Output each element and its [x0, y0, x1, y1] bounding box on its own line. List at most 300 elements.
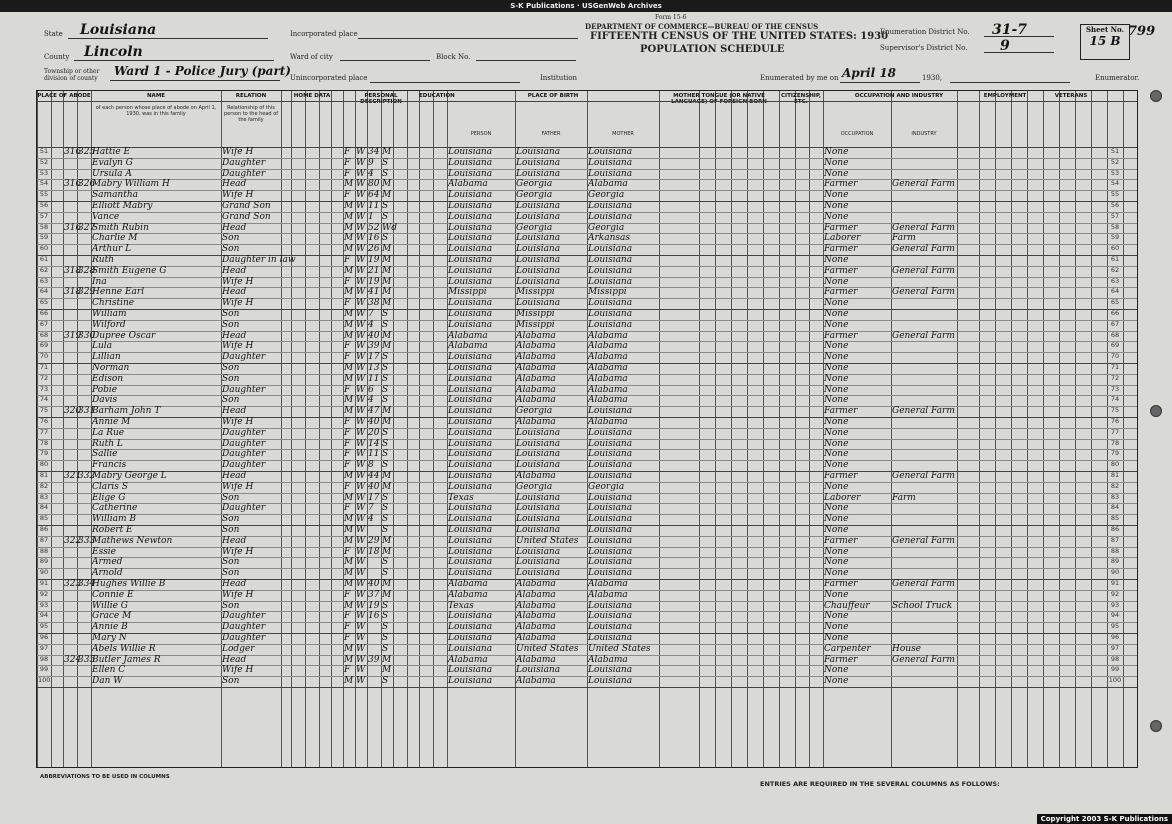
column-group-header: VETERANS — [1054, 93, 1088, 99]
cell-race: W — [356, 330, 366, 341]
cell-mbp: Louisiana — [588, 514, 633, 525]
cell-line-number: 91 — [1110, 579, 1120, 587]
table-row — [37, 287, 1137, 298]
cell-fbp: Alabama — [516, 611, 556, 622]
cell-mbp: Louisiana — [588, 568, 633, 579]
cell-fbp: Louisiana — [516, 157, 561, 168]
cell-age: 40 — [368, 417, 380, 427]
table-row — [37, 557, 1137, 568]
cell-ms: M — [382, 190, 392, 201]
cell-sex: F — [344, 460, 351, 471]
cell-bp: Louisiana — [448, 319, 493, 330]
cell-ln: 66 — [39, 309, 49, 317]
cell-name: Pobie — [92, 384, 118, 395]
table-row — [37, 460, 1137, 471]
cell-race: W — [356, 384, 366, 395]
cell-ln: 71 — [39, 363, 49, 371]
cell-ms: S — [382, 633, 389, 643]
cell-ln: 62 — [39, 265, 49, 274]
cell-name: Claris S — [92, 481, 128, 492]
cell-ms: S — [382, 492, 389, 503]
cell-sex: F — [344, 147, 351, 157]
cell-occ: None — [824, 546, 849, 557]
cell-occ: None — [824, 168, 849, 179]
cell-rel: Son — [222, 373, 240, 384]
cell-age: 37 — [368, 589, 380, 600]
cell-bp: Louisiana — [448, 352, 493, 363]
cell-ind — [892, 503, 956, 514]
cell-sex: M — [344, 287, 354, 298]
cell-ln: 67 — [39, 319, 49, 328]
cell-sex: F — [344, 384, 351, 395]
cell-sex: F — [344, 449, 351, 460]
cell-age: 17 — [368, 492, 380, 503]
cell-dw: 318 — [64, 265, 82, 276]
cell-ind — [892, 676, 956, 687]
cell-line-number: 81 — [1110, 471, 1120, 479]
cell-line-number: 65 — [1110, 298, 1120, 307]
supervisor-district-value: 9 — [1000, 38, 1010, 54]
cell-ln: 99 — [39, 665, 49, 674]
cell-ms: S — [382, 384, 389, 395]
cell-bp: Louisiana — [448, 190, 493, 201]
cell-ind: Farm — [892, 233, 916, 244]
township-label: Township or other division of county — [44, 68, 100, 82]
cell-occ: None — [824, 157, 849, 168]
cell-ind — [892, 428, 956, 439]
cell-rel: Daughter — [222, 352, 266, 363]
cell-ms: S — [382, 395, 389, 406]
cell-name: Connie E — [92, 589, 134, 600]
cell-mbp: Alabama — [588, 654, 628, 665]
cell-bp: Louisiana — [448, 568, 493, 579]
cell-ln: 56 — [39, 201, 49, 209]
cell-occ: None — [824, 481, 849, 492]
cell-ind — [892, 395, 956, 406]
cell-fbp: Louisiana — [516, 233, 561, 244]
cell-ln: 91 — [39, 579, 49, 587]
cell-ind: General Farm — [892, 287, 955, 298]
cell-ms: S — [382, 319, 389, 330]
cell-mbp: Louisiana — [588, 503, 633, 514]
cell-ms: M — [382, 341, 392, 352]
cell-age: 4 — [368, 319, 374, 330]
cell-mbp: Louisiana — [588, 525, 633, 535]
cell-rel: Son — [222, 557, 240, 568]
cell-age: 7 — [368, 309, 374, 319]
cell-fam — [78, 460, 90, 471]
cell-ind — [892, 147, 956, 158]
cell-ln: 93 — [39, 600, 49, 609]
cell-sex: M — [344, 471, 354, 481]
cell-ms: S — [382, 309, 389, 319]
cell-fam — [78, 417, 90, 428]
cell-age: 16 — [368, 611, 380, 622]
table-row — [37, 665, 1137, 676]
cell-ind: House — [892, 643, 922, 654]
cell-ln: 57 — [39, 211, 49, 220]
cell-dw — [64, 460, 76, 471]
cell-dw — [64, 557, 76, 568]
cell-ms: M — [382, 276, 392, 287]
table-row — [37, 158, 1137, 169]
cell-ms: M — [382, 147, 392, 157]
cell-fam — [78, 622, 90, 633]
cell-occ: None — [824, 622, 849, 633]
township-value: Ward 1 - Police Jury (part) — [114, 64, 291, 78]
cell-dw — [64, 417, 76, 428]
cell-dw — [64, 676, 76, 687]
cell-fbp: Louisiana — [516, 492, 561, 503]
cell-ind — [892, 557, 956, 568]
cell-bp: Louisiana — [448, 676, 493, 687]
table-row — [37, 579, 1137, 590]
cell-fbp: Alabama — [516, 589, 556, 600]
cell-ln: 58 — [39, 222, 49, 231]
cell-fam: 329 — [78, 287, 96, 298]
cell-line-number: 71 — [1110, 363, 1120, 371]
institution-label: Institution — [540, 74, 578, 82]
cell-ln: 65 — [39, 298, 49, 307]
cell-dw — [64, 493, 76, 504]
cell-occ: Farmer — [824, 179, 858, 190]
cell-dw — [64, 622, 76, 633]
cell-bp: Louisiana — [448, 611, 493, 622]
cell-fam — [78, 169, 90, 180]
cell-rel: Head — [222, 222, 247, 233]
cell-name: Robert E — [92, 525, 133, 535]
cell-dw — [64, 439, 76, 450]
cell-line-number: 55 — [1110, 190, 1120, 199]
cell-dw — [64, 395, 76, 406]
table-row — [37, 298, 1137, 309]
cell-fam: 335 — [78, 654, 96, 665]
population-table — [36, 90, 1138, 768]
cell-occ: None — [824, 147, 849, 157]
cell-rel: Wife H — [222, 298, 254, 309]
cell-fam — [78, 201, 90, 212]
cell-rel: Wife H — [222, 341, 254, 352]
cell-dw — [64, 601, 76, 612]
cell-ms: S — [382, 211, 389, 222]
cell-bp: Louisiana — [448, 309, 493, 319]
column-header-industry: INDUSTRY — [911, 131, 937, 137]
table-row — [37, 622, 1137, 633]
table-row — [37, 179, 1137, 190]
punch-hole-icon — [1150, 405, 1162, 417]
table-row — [37, 212, 1137, 223]
cell-occ: Carpenter — [824, 643, 871, 654]
cell-fbp: Georgia — [516, 179, 553, 190]
cell-race: W — [356, 600, 366, 611]
cell-dw — [64, 158, 76, 169]
cell-fam: 330 — [78, 330, 96, 341]
cell-dw — [64, 309, 76, 320]
cell-ln: 87 — [39, 535, 49, 544]
cell-bp: Louisiana — [448, 471, 493, 481]
cell-race: W — [356, 222, 366, 233]
cell-dw: 316 — [64, 222, 82, 233]
column-group-header: EMPLOYMENT — [983, 93, 1027, 99]
cell-fbp: Alabama — [516, 330, 556, 341]
cell-name: Willie G — [92, 600, 128, 611]
cell-dw — [64, 233, 76, 244]
cell-mbp: Louisiana — [588, 611, 633, 622]
cell-sex: F — [344, 633, 351, 643]
table-row — [37, 244, 1137, 255]
column-group-header: RELATION — [235, 93, 267, 99]
cell-ind — [892, 417, 956, 428]
cell-sex: F — [344, 589, 351, 600]
column-group-header: MOTHER TONGUE (OR NATIVE LANGUAGE) OF FOREIGN BORN — [671, 93, 767, 105]
cell-line-number: 85 — [1110, 514, 1120, 523]
cell-sex: F — [344, 168, 351, 179]
cell-dw: 316 — [64, 147, 82, 157]
cell-name: Wilford — [92, 319, 126, 330]
cell-ms: S — [382, 676, 389, 687]
cell-occ: None — [824, 568, 849, 579]
cell-line-number: 69 — [1110, 341, 1120, 350]
cell-fam — [78, 644, 90, 655]
cell-fbp: Alabama — [516, 622, 556, 633]
cell-bp: Louisiana — [448, 546, 493, 557]
cell-age: 1 — [368, 211, 374, 222]
punch-hole-icon — [1150, 720, 1162, 732]
cell-line-number: 54 — [1110, 179, 1120, 188]
cell-line-number: 82 — [1110, 481, 1120, 490]
cell-bp: Louisiana — [448, 201, 493, 211]
cell-bp: Alabama — [448, 579, 488, 589]
cell-ms: S — [382, 233, 389, 244]
cell-ind — [892, 439, 956, 450]
table-row — [37, 266, 1137, 277]
cell-dw — [64, 482, 76, 493]
block-label: Block No. — [436, 53, 471, 61]
column-header-birth-person: PERSON — [470, 131, 492, 137]
cell-fbp: Alabama — [516, 471, 556, 481]
cell-age: 7 — [368, 503, 374, 514]
cell-mbp: Louisiana — [588, 406, 633, 417]
cell-mbp: Alabama — [588, 352, 628, 363]
cell-name: Annie B — [92, 622, 128, 633]
cell-bp: Louisiana — [448, 298, 493, 309]
cell-rel: Daughter — [222, 460, 266, 471]
cell-name: Elige G — [92, 492, 126, 503]
cell-bp: Louisiana — [448, 147, 493, 157]
cell-fbp: Louisiana — [516, 147, 561, 157]
sheet-number-box — [1080, 24, 1130, 60]
cell-name: Arthur L — [92, 244, 132, 255]
cell-mbp: Alabama — [588, 395, 628, 406]
cell-mbp: Louisiana — [588, 255, 633, 265]
cell-name: Arnold — [92, 568, 123, 579]
cell-bp: Alabama — [448, 589, 488, 600]
cell-ind — [892, 190, 956, 201]
cell-sex: F — [344, 503, 351, 514]
cell-occ: None — [824, 373, 849, 384]
cell-ms: S — [382, 201, 389, 211]
cell-bp: Louisiana — [448, 622, 493, 633]
cell-fbp: Louisiana — [516, 449, 561, 460]
cell-mbp: Alabama — [588, 373, 628, 384]
cell-ms: S — [382, 449, 389, 460]
cell-mbp: Georgia — [588, 481, 625, 492]
enumeration-district-label: Enumeration District No. — [880, 28, 970, 36]
cell-line-number: 64 — [1110, 287, 1120, 296]
cell-ln: 63 — [39, 276, 49, 285]
cell-occ: Farmer — [824, 244, 858, 255]
cell-occ: None — [824, 427, 849, 438]
cell-name: Ruth L — [92, 438, 123, 449]
cell-dw — [64, 201, 76, 212]
cell-fam: 331 — [78, 406, 96, 417]
cell-ms: M — [382, 255, 392, 265]
cell-name: Edison — [92, 373, 124, 384]
cell-ms: Wd — [382, 222, 398, 233]
cell-ms: S — [382, 352, 389, 363]
cell-ln: 68 — [39, 330, 49, 339]
cell-dw — [64, 503, 76, 514]
copyright-label: Copyright 2003 S-K Publications — [1037, 814, 1172, 824]
cell-line-number: 76 — [1110, 417, 1120, 425]
cell-age: 47 — [368, 406, 380, 417]
cell-ln: 94 — [39, 611, 49, 620]
cell-sex: F — [344, 622, 351, 633]
cell-mbp: Louisiana — [588, 427, 633, 438]
cell-ln: 84 — [39, 503, 49, 512]
cell-age: 44 — [368, 471, 380, 481]
cell-name: Elliott Mabry — [92, 201, 153, 211]
sheet-label: Sheet No. — [1085, 25, 1125, 34]
cell-dw: 319 — [64, 330, 82, 341]
cell-age: 80 — [368, 179, 380, 190]
cell-rel: Grand Son — [222, 201, 271, 211]
cell-line-number: 89 — [1110, 557, 1120, 566]
cell-fam — [78, 352, 90, 363]
cell-ms: S — [382, 568, 389, 579]
cell-line-number: 68 — [1110, 330, 1120, 339]
cell-rel: Daughter — [222, 633, 266, 643]
cell-occ: None — [824, 525, 849, 535]
cell-mbp: Louisiana — [588, 546, 633, 557]
cell-ms: S — [382, 373, 389, 384]
unincorporated-label: Unincorporated place — [290, 74, 368, 82]
cell-bp: Louisiana — [448, 481, 493, 492]
table-row — [37, 395, 1137, 406]
cell-rel: Son — [222, 363, 240, 373]
cell-occ: None — [824, 255, 849, 265]
cell-age: 40 — [368, 330, 380, 341]
cell-rel: Wife H — [222, 589, 254, 600]
cell-name: Davis — [92, 395, 118, 406]
cell-age: 38 — [368, 298, 380, 309]
cell-bp: Louisiana — [448, 373, 493, 384]
cell-fbp: Missippi — [516, 309, 555, 319]
cell-mbp: Louisiana — [588, 211, 633, 222]
cell-fbp: Louisiana — [516, 298, 561, 309]
cell-age: 19 — [368, 255, 380, 265]
cell-race: W — [356, 201, 366, 211]
cell-line-number: 93 — [1110, 600, 1120, 609]
cell-age: 19 — [368, 600, 380, 611]
cell-mbp: Louisiana — [588, 168, 633, 179]
cell-dw — [64, 525, 76, 536]
cell-fam — [78, 547, 90, 558]
cell-dw: 322 — [64, 535, 82, 546]
cell-dw — [64, 590, 76, 601]
cell-ln: 80 — [39, 460, 49, 469]
cell-dw: 323 — [64, 579, 82, 589]
enumerated-label: Enumerated by me on — [760, 74, 839, 82]
table-row — [37, 611, 1137, 622]
cell-fam: 328 — [78, 265, 96, 276]
cell-age: 11 — [368, 449, 380, 460]
enumeration-district-value: 31-7 — [992, 22, 1028, 38]
cell-mbp: Louisiana — [588, 492, 633, 503]
cell-fam — [78, 611, 90, 622]
cell-rel: Grand Son — [222, 211, 271, 222]
cell-ms: S — [382, 363, 389, 373]
cell-age: 39 — [368, 654, 380, 665]
cell-occ: None — [824, 190, 849, 201]
cell-ms: M — [382, 406, 392, 417]
cell-sex: F — [344, 298, 351, 309]
cell-age: 29 — [368, 535, 380, 546]
cell-fbp: Louisiana — [516, 546, 561, 557]
cell-line-number: 98 — [1110, 654, 1120, 663]
cell-occ: None — [824, 276, 849, 287]
abbreviations-title: ABBREVIATIONS TO BE USED IN COLUMNS — [40, 774, 170, 780]
cell-occ: Farmer — [824, 579, 858, 589]
table-row — [37, 482, 1137, 493]
cell-name: Dupree Oscar — [92, 330, 156, 341]
cell-fbp: Georgia — [516, 190, 553, 201]
cell-age: 4 — [368, 514, 374, 525]
cell-occ: None — [824, 514, 849, 525]
cell-name: Norman — [92, 363, 130, 373]
cell-line-number: 88 — [1110, 546, 1120, 555]
cell-sex: F — [344, 341, 351, 352]
cell-line-number: 75 — [1110, 406, 1120, 415]
cell-fbp: Alabama — [516, 373, 556, 384]
cell-rel: Son — [222, 514, 240, 525]
cell-occ: None — [824, 611, 849, 622]
cell-name: Francis — [92, 460, 127, 471]
table-row — [37, 255, 1137, 266]
cell-race: W — [356, 190, 366, 201]
cell-dw — [64, 277, 76, 288]
cell-race: W — [356, 535, 366, 546]
cell-race: W — [356, 373, 366, 384]
cell-dw — [64, 341, 76, 352]
cell-fam — [78, 676, 90, 687]
cell-bp: Louisiana — [448, 438, 493, 449]
cell-line-number: 87 — [1110, 535, 1120, 544]
cell-race: W — [356, 244, 366, 255]
table-row — [37, 633, 1137, 644]
cell-fbp: Louisiana — [516, 244, 561, 255]
cell-occ: None — [824, 676, 849, 687]
cell-ind — [892, 385, 956, 396]
cell-age: 20 — [368, 427, 380, 438]
cell-ln: 90 — [39, 568, 49, 577]
cell-fbp: Louisiana — [516, 201, 561, 211]
cell-rel: Head — [222, 179, 247, 190]
cell-fbp: Louisiana — [516, 665, 561, 676]
cell-mbp: United States — [588, 643, 651, 654]
cell-rel: Head — [222, 579, 247, 589]
column-header-birth-mother: MOTHER — [612, 131, 634, 137]
